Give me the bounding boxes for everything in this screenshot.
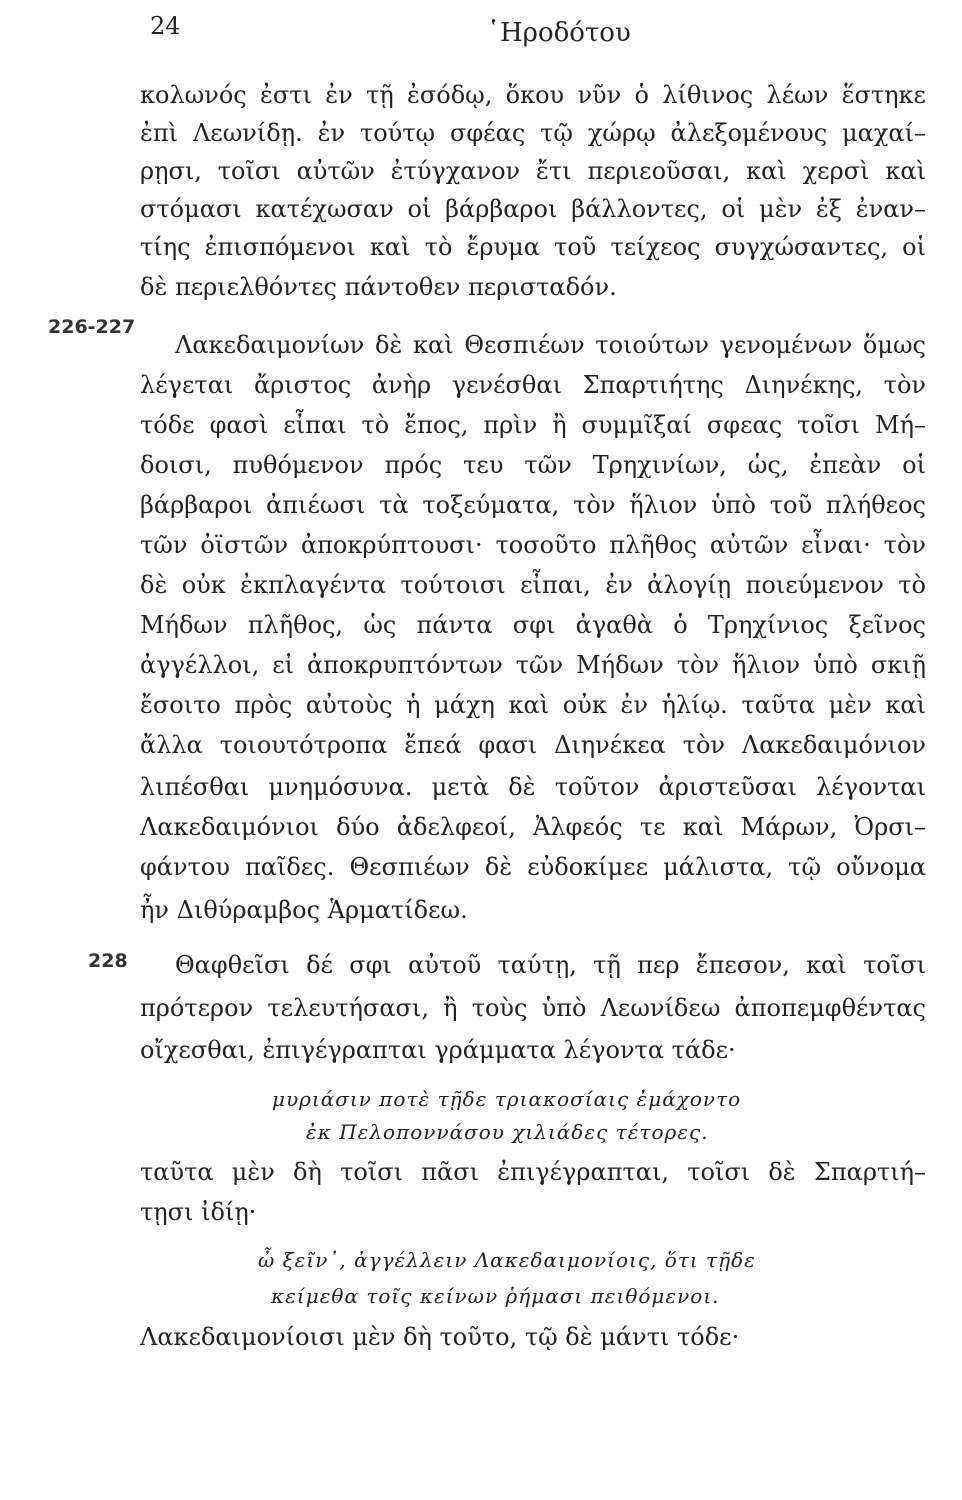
text-line: οἴχεσθαι, ἐπιγέγραπται γράμματα λέγοντα τάδε·	[140, 1036, 736, 1064]
text-line: ἦν Διθύραμβος Ἁρματίδεω.	[140, 896, 468, 924]
text-line: Μήδων πλῆθος, ὡς πάντα σφι ἀγαθὰ ὁ Τρηχίνιος ξεῖνος	[140, 611, 926, 639]
text-line: τῶν ὀϊστῶν ἀποκρύπτουσι· τοσοῦτο πλῆθος αὐτῶν εἶναι· τὸν	[140, 531, 926, 559]
text-line: δὲ οὐκ ἐκπλαγέντα τούτοισι εἶπαι, ἐν ἀλογίῃ ποιεύμενον τὸ	[140, 571, 926, 599]
text-line: Λακεδαιμόνιοι δύο ἀδελφεοί, Ἀλφεός τε καὶ Μάρων, Ὀρσι–	[140, 813, 926, 841]
text-line: ἀγγέλλοι, εἰ ἀποκρυπτόντων τῶν Μήδων τὸν ἥλιον ὑπὸ σκιῇ	[140, 651, 926, 679]
verse-line: μυριάσιν ποτὲ τῇδε τριακοσίαις ἐμάχοντο	[272, 1087, 742, 1111]
text-line: φάντου παῖδες. Θεσπιέων δὲ εὐδοκίμεε μάλιστα, τῷ οὔνομα	[140, 853, 926, 881]
text-line: τόδε φασὶ εἶπαι τὸ ἔπος, πρὶν ἢ συμμῖξαί σφεας τοῖσι Μή–	[140, 411, 926, 439]
text-line: Λακεδαιμονίων δὲ καὶ Θεσπιέων τοιούτων γενομένων ὅμως	[175, 331, 926, 359]
verse-line: ὦ ξεῖν᾽, ἀγγέλλειν Λακεδαιμονίοις, ὅτι τῇδε	[258, 1248, 756, 1272]
text-line: πρότερον τελευτήσασι, ἢ τοὺς ὑπὸ Λεωνίδεω ἀποπεμφθέντας	[140, 994, 926, 1022]
text-line: δὲ περιελθόντες πάντοθεν περισταδόν.	[140, 273, 617, 301]
text-line: τίης ἐπισπόμενοι καὶ τὸ ἔρυμα τοῦ τείχεος συγχώσαντες, οἱ	[140, 233, 926, 261]
verse-line: ἐκ Πελοποννάσου χιλιάδες τέτορες.	[306, 1120, 709, 1144]
text-line: στόμασι κατέχωσαν οἱ βάρβαροι βάλλοντες, οἱ μὲν ἐξ ἐναν–	[140, 195, 926, 223]
text-line: Λακεδαιμονίοισι μὲν δὴ τοῦτο, τῷ δὲ μάντι τόδε·	[140, 1323, 740, 1351]
text-line: λιπέσθαι μνημόσυνα. μετὰ δὲ τοῦτον ἀριστεῦσαι λέγονται	[140, 773, 926, 801]
margin-chapter-number: 226-227	[48, 316, 136, 338]
text-line: ἐπὶ Λεωνίδῃ. ἐν τούτῳ σφέας τῷ χώρῳ ἀλεξομένους μαχαί–	[140, 119, 926, 147]
text-line: λέγεται ἄριστος ἀνὴρ γενέσθαι Σπαρτιήτης Διηνέκης, τὸν	[140, 371, 926, 399]
page-number: 24	[150, 12, 181, 40]
text-line: ἔσοιτο πρὸς αὐτοὺς ἡ μάχη καὶ οὐκ ἐν ἡλίῳ. ταῦτα μὲν καὶ	[140, 691, 926, 719]
text-line: βάρβαροι ἀπιέωσι τὰ τοξεύματα, τὸν ἥλιον ὑπὸ τοῦ πλήθεος	[140, 491, 926, 519]
margin-chapter-number: 228	[88, 950, 128, 972]
text-line: ρῃσι, τοῖσι αὐτῶν ἐτύγχανον ἔτι περιεοῦσαι, καὶ χερσὶ καὶ	[140, 157, 926, 185]
verse-line: κείμεθα τοῖς κείνων ῥήμασι πειθόμενοι.	[271, 1284, 720, 1308]
text-line: ταῦτα μὲν δὴ τοῖσι πᾶσι ἐπιγέγραπται, τοῖσι δὲ Σπαρτιή–	[140, 1158, 926, 1186]
running-title: ῾Ηροδότου	[487, 18, 631, 48]
text-line: ἄλλα τοιουτότροπα ἔπεά φασι Διηνέκεα τὸν Λακεδαιμόνιον	[140, 731, 926, 759]
text-line: Θαφθεῖσι δέ σφι αὐτοῦ ταύτῃ, τῇ περ ἔπεσον, καὶ τοῖσι	[175, 951, 926, 979]
text-line: κολωνός ἐστι ἐν τῇ ἐσόδῳ, ὅκου νῦν ὁ λίθινος λέων ἕστηκε	[140, 81, 926, 109]
text-line: τῃσι ἰδίῃ·	[140, 1198, 257, 1226]
text-line: δοισι, πυθόμενον πρός τευ τῶν Τρηχινίων, ὡς, ἐπεὰν οἱ	[140, 451, 926, 479]
